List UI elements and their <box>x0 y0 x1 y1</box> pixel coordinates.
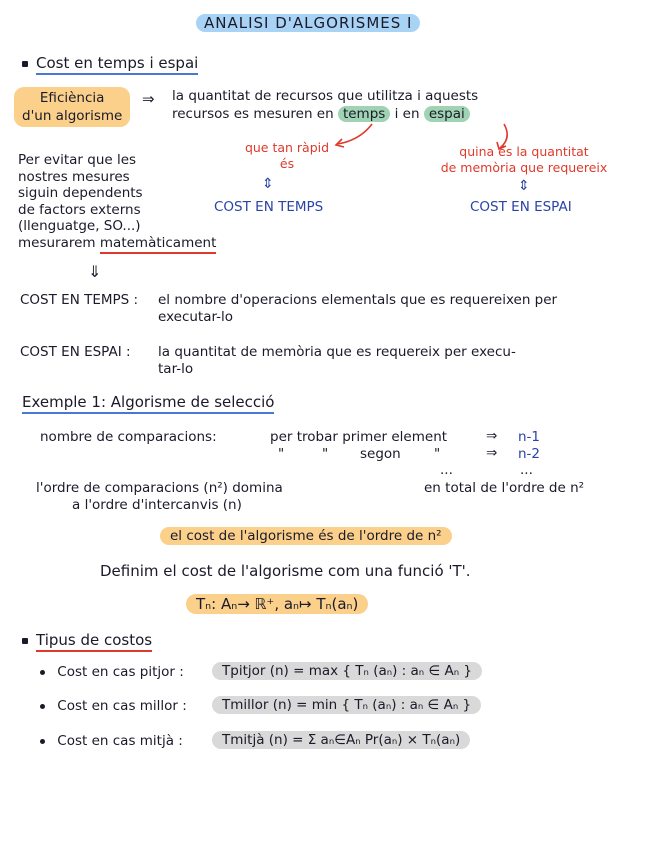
temps-highlight: temps <box>338 106 390 122</box>
def-espai-label: COST EN ESPAI : <box>20 344 131 360</box>
order-line1: l'ordre de comparacions (n²) domina <box>36 480 283 496</box>
cost-formula-millor: Tmillor (n) = min { Tₙ (aₙ) : aₙ ∈ Aₙ } <box>212 696 481 714</box>
side-note-line: nostres mesures <box>18 168 130 185</box>
conclusion: el cost de l'algorisme és de l'ordre de n² <box>160 527 452 545</box>
bullet-icon <box>22 638 28 644</box>
question-temps-line1: que tan ràpid <box>244 140 330 155</box>
side-note-line: Per evitar que les <box>18 152 137 168</box>
efficiency-label <box>14 87 130 127</box>
cost-formula-mitja: Tmitjà (n) = Σ aₙ∈Aₙ Pr(aₙ) × Tₙ(aₙ) <box>212 731 470 749</box>
example-heading <box>22 393 274 411</box>
cost-types-heading-text: Tipus de costos <box>36 631 152 652</box>
side-note-last-line <box>18 235 216 252</box>
row2-ditto: " <box>434 446 441 462</box>
row2-text: segon <box>360 446 401 462</box>
bullet-icon <box>40 704 45 709</box>
order-line2: a l'ordre d'intercanvis (n) <box>72 497 242 513</box>
comparisons-label: nombre de comparacions: <box>40 429 217 445</box>
def-espai-line1: la quantitat de memòria que es requereix per execu- <box>158 344 516 360</box>
side-note <box>18 152 216 251</box>
cost-types-heading <box>22 631 152 649</box>
def-espai-line2: tar-lo <box>158 361 194 377</box>
question-temps <box>222 140 352 172</box>
cost-item-label: Cost en cas pitjor : <box>57 664 184 680</box>
side-note-line: (llenguatge, SO...) <box>18 218 141 234</box>
connector-text: i en <box>394 106 420 122</box>
efficiency-label-line1: Eficiència <box>39 90 105 106</box>
cost-item-label: Cost en cas millor : <box>57 698 187 714</box>
total-text: en total de l'ordre de n² <box>424 480 585 496</box>
down-arrow-icon: ⇓ <box>88 262 102 281</box>
side-note-last-text: mesurarem <box>18 234 96 251</box>
example-heading-text: Exemple 1: Algorisme de selecció <box>22 393 274 414</box>
cost-item-millor <box>40 698 187 714</box>
definition-line2-text: recursos es mesuren en <box>172 106 334 122</box>
row2-value: n-2 <box>518 446 541 462</box>
row1-text: per trobar primer element <box>270 429 448 445</box>
definition-line1: la quantitat de recursos que utilitza i aquests <box>172 88 479 104</box>
define-line: Definim el cost de l'algorisme com una funció 'T'. <box>100 562 471 580</box>
question-espai-line2: de memòria que requereix <box>440 160 608 175</box>
efficiency-label-line2: d'un algorisme <box>22 108 123 124</box>
cost-formula-pitjor: Tpitjor (n) = max { Tₙ (aₙ) : aₙ ∈ Aₙ } <box>212 662 482 680</box>
dots: ... <box>440 462 453 478</box>
row2-ditto: " <box>322 446 329 462</box>
row2-ditto: " <box>278 446 285 462</box>
question-temps-line2: és <box>279 156 295 171</box>
def-temps-label: COST EN TEMPS : <box>20 292 139 308</box>
def-temps-line1: el nombre d'operacions elementals que es requereixen per <box>158 292 558 308</box>
equiv-arrow-espai-icon: ⇕ <box>518 178 530 194</box>
espai-highlight: espai <box>424 106 470 122</box>
question-espai <box>418 144 630 176</box>
equiv-arrow-temps-icon: ⇕ <box>262 176 274 192</box>
side-note-emphasis: matemàticament <box>100 235 217 254</box>
section-heading-cost <box>22 54 198 72</box>
cost-temps-caps: COST EN TEMPS <box>214 199 324 215</box>
function-definition: Tₙ: Aₙ→ ℝ⁺, aₙ↦ Tₙ(aₙ) <box>186 594 368 614</box>
bullet-icon <box>40 670 45 675</box>
question-espai-line1: quina és la quantitat <box>459 144 589 159</box>
def-temps-line2: executar-lo <box>158 309 234 325</box>
cost-espai-caps: COST EN ESPAI <box>470 199 572 215</box>
cost-item-label: Cost en cas mitjà : <box>57 733 183 749</box>
dots: ... <box>520 462 533 478</box>
cost-item-mitja <box>40 733 183 749</box>
implies-arrow-icon: ⇒ <box>142 90 155 108</box>
row1-arrow-icon: ⇒ <box>486 428 498 444</box>
row2-arrow-icon: ⇒ <box>486 445 498 461</box>
section-heading-text: Cost en temps i espai <box>36 54 198 75</box>
bullet-icon <box>40 739 45 744</box>
row1-value: n-1 <box>518 429 541 445</box>
bullet-icon <box>22 61 28 67</box>
side-note-line: siguin dependents <box>18 185 143 201</box>
cost-item-pitjor <box>40 664 184 680</box>
page-title: ANALISI D'ALGORISMES I <box>196 14 420 32</box>
side-note-line: de factors externs <box>18 201 141 218</box>
